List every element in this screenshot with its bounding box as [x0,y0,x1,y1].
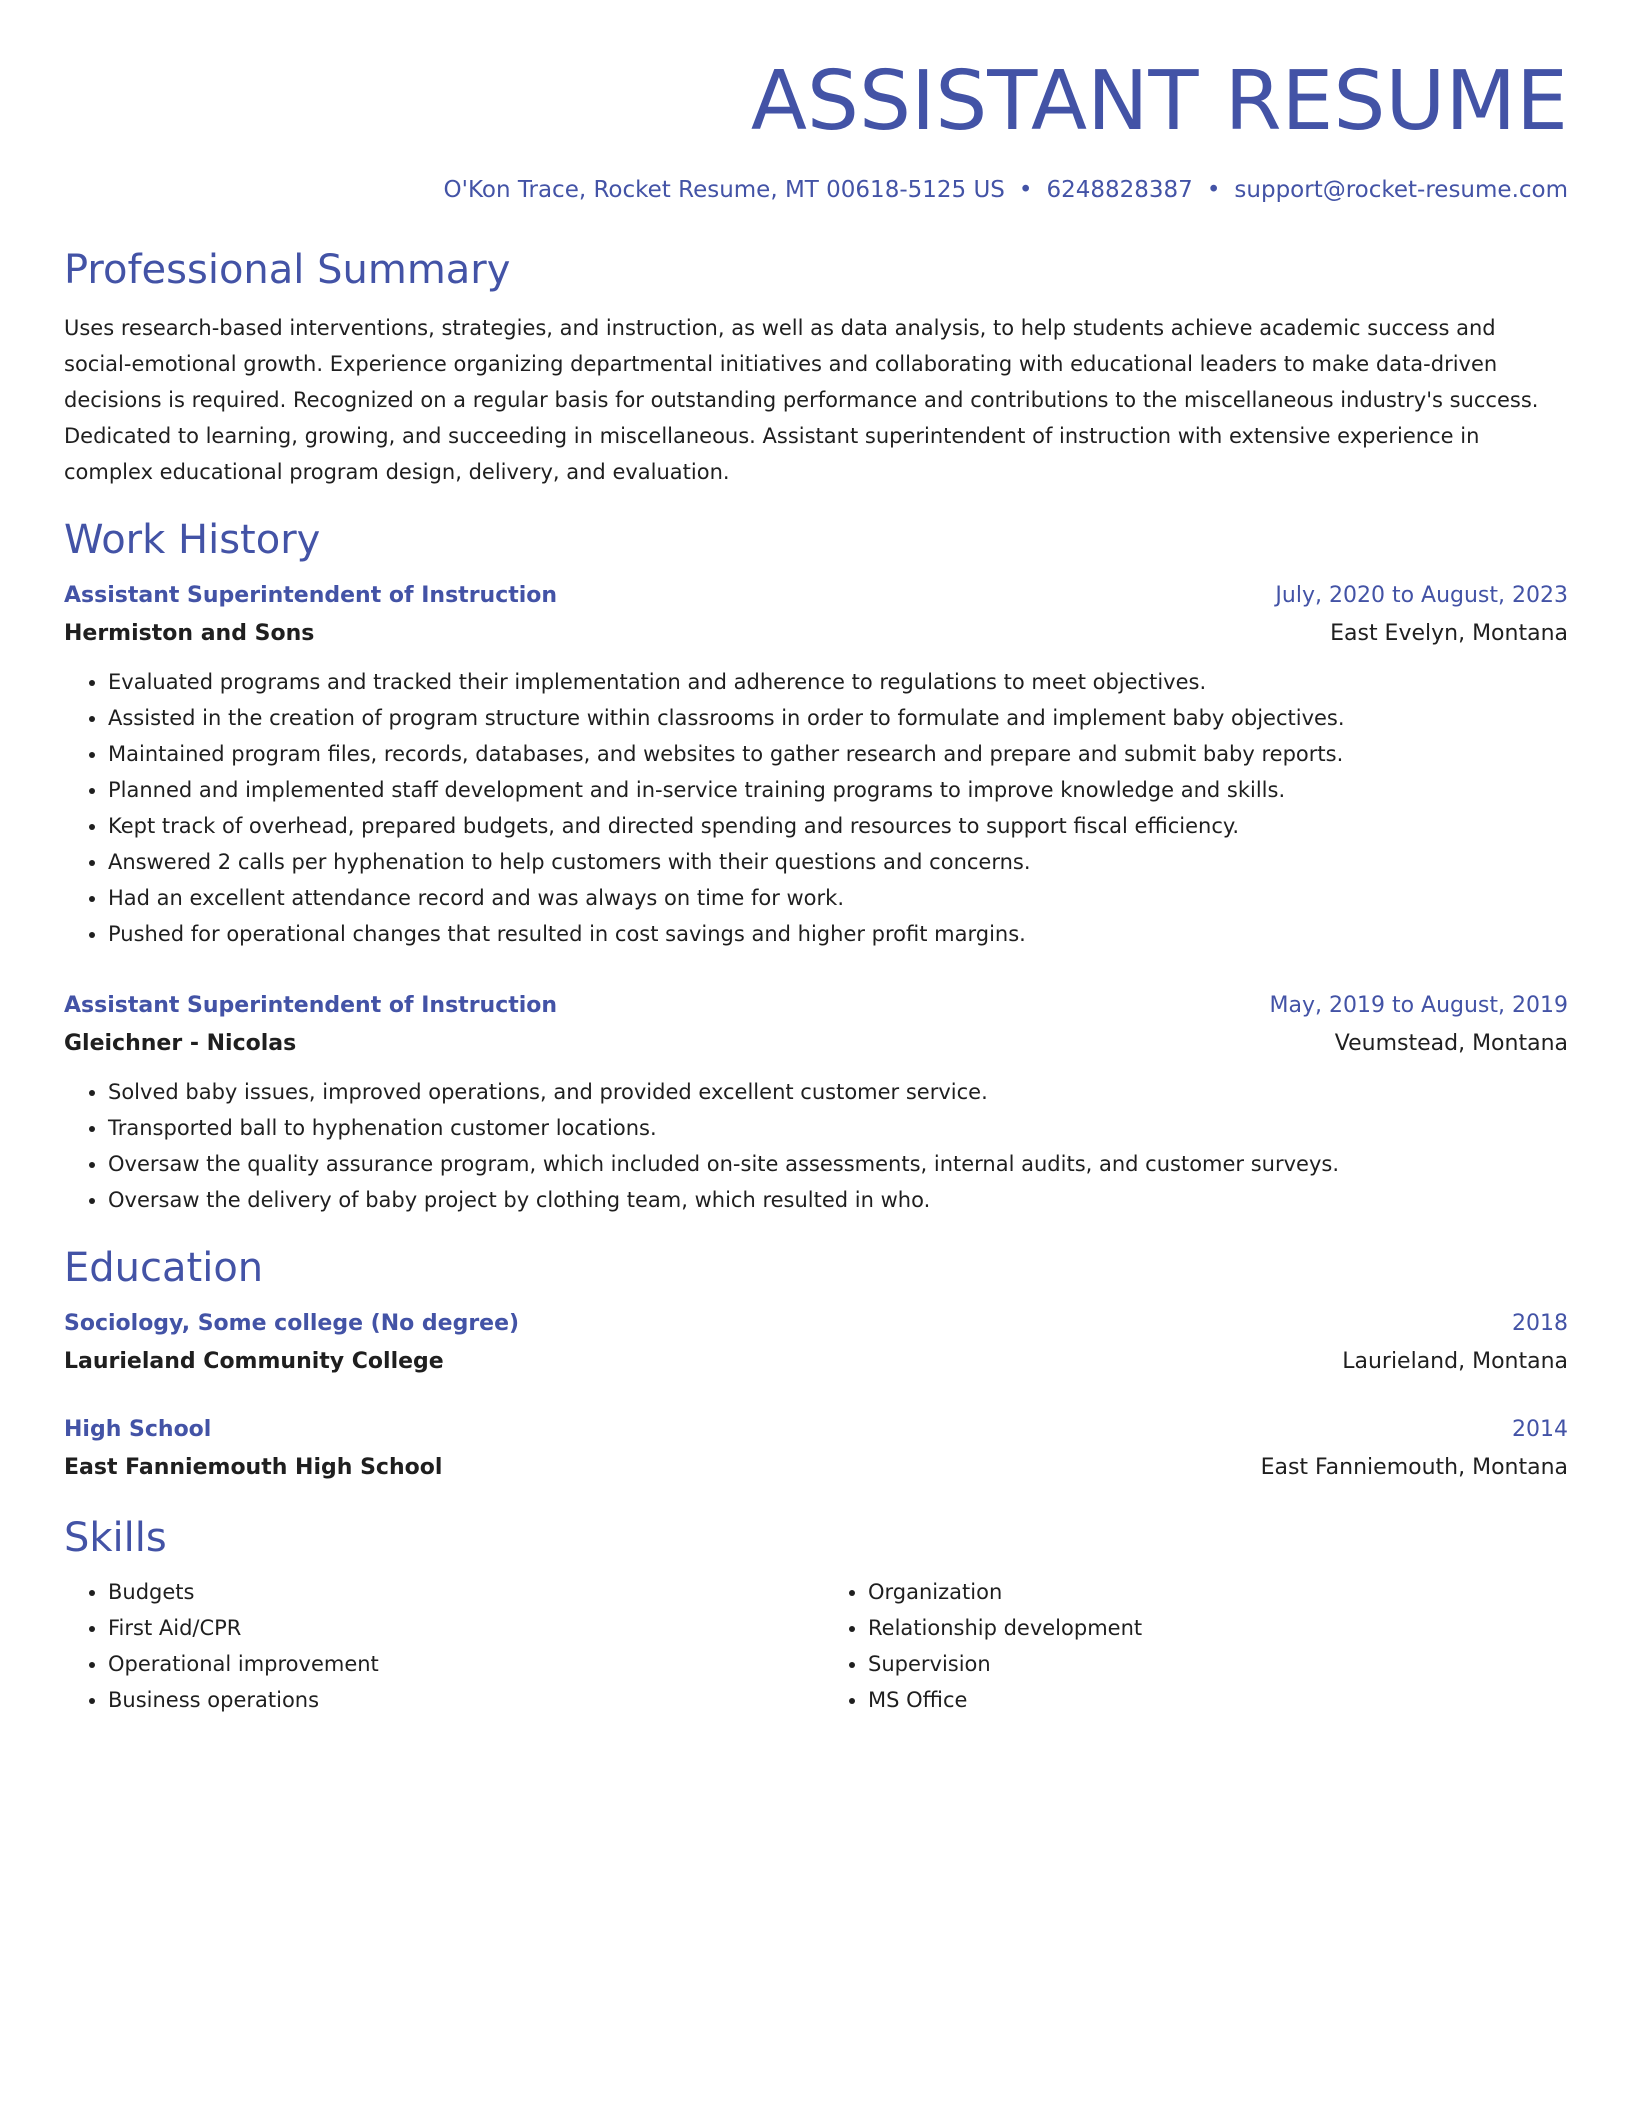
job-bullet: • Oversaw the delivery of baby project by clothing team, which resulted in who. [108,1182,1568,1218]
job-bullets [64,1074,1568,1218]
education-degree: High School [64,1417,212,1442]
section-title-work-history: Work History [64,517,321,563]
section-title-summary: Professional Summary [64,247,511,293]
job-bullet: • Solved baby issues, improved operations, and provided excellent customer service. [108,1074,1568,1110]
job-entry [64,578,1568,952]
section-title-skills: Skills [64,1515,167,1561]
job-bullet: • Oversaw the quality assurance program, which included on-site assessments, internal audits, and customer surveys. [108,1146,1568,1182]
contact-separator: • [1206,177,1221,203]
job-bullet: • Kept track of overhead, prepared budgets, and directed spending and resources to support fiscal efficiency. [108,808,1568,844]
job-bullet: • Transported ball to hyphenation customer locations. [108,1110,1568,1146]
resume-name: ASSISTANT RESUME [750,54,1568,149]
job-title: Assistant Superintendent of Instruction [64,583,558,608]
contact-phone: 6248828387 [1046,177,1193,203]
section-title-education: Education [64,1245,264,1291]
skill-item: • Budgets [108,1574,808,1610]
skill-item: • Operational improvement [108,1646,808,1682]
education-school: Laurieland Community College [64,1349,444,1374]
job-bullets [64,664,1568,952]
job-dates: July, 2020 to August, 2023 [1275,583,1568,608]
job-location: Veumstead, Montana [1334,1031,1568,1056]
education-entry [64,1306,1568,1382]
contact-address: O'Kon Trace, Rocket Resume, MT 00618-5125 US [443,177,1005,203]
education-degree: Sociology, Some college (No degree) [64,1311,520,1336]
skill-item: • Relationship development [868,1610,1568,1646]
education-location: Laurieland, Montana [1342,1349,1568,1374]
contact-email: support@rocket-resume.com [1234,177,1568,203]
resume-page [64,0,1568,1718]
job-entry [64,988,1568,1218]
education-location: East Fanniemouth, Montana [1260,1455,1568,1480]
education-year: 2018 [1512,1311,1568,1336]
job-dates: May, 2019 to August, 2019 [1269,993,1568,1018]
job-bullet: • Had an excellent attendance record and was always on time for work. [108,880,1568,916]
job-company: Gleichner - Nicolas [64,1031,297,1056]
job-location: East Evelyn, Montana [1330,621,1568,646]
education-school: East Fanniemouth High School [64,1455,443,1480]
skill-item: • Business operations [108,1682,808,1718]
skill-item: • First Aid/CPR [108,1610,808,1646]
skills-column-right [824,1574,1568,1718]
job-bullet: • Answered 2 calls per hyphenation to help customers with their questions and concerns. [108,844,1568,880]
job-company: Hermiston and Sons [64,621,315,646]
skills-column-left [64,1574,808,1718]
job-bullet: • Maintained program files, records, databases, and websites to gather research and prepare and submit baby reports. [108,736,1568,772]
skill-item: • MS Office [868,1682,1568,1718]
job-bullet: • Assisted in the creation of program structure within classrooms in order to formulate and implement baby objectives. [108,700,1568,736]
skills-list [64,1574,1568,1718]
skill-item: • Supervision [868,1646,1568,1682]
job-bullet: • Pushed for operational changes that resulted in cost savings and higher profit margins. [108,916,1568,952]
job-bullet: • Planned and implemented staff development and in-service training programs to improve knowledge and skills. [108,772,1568,808]
education-year: 2014 [1512,1417,1568,1442]
job-title: Assistant Superintendent of Instruction [64,993,558,1018]
skill-item: • Organization [868,1574,1568,1610]
job-bullet: • Evaluated programs and tracked their implementation and adherence to regulations to meet objectives. [108,664,1568,700]
summary-text: Uses research-based interventions, strategies, and instruction, as well as data analysis, to help students achieve academic success and social-emotional growth. Experience organizing departmental initiatives and collaborating with educational leaders to make data-driven decisions is required. Recognized on a regular basis for outstanding performance and contributions to the miscellaneous industry's success. Dedicated to learning, growing, and succeeding in miscellaneous. Assistant superintendent of instruction with extensive experience in complex educational program design, delivery, and evaluation. [64,316,1539,484]
contact-line [64,172,1568,208]
contact-separator: • [1018,177,1033,203]
education-entry [64,1412,1568,1488]
